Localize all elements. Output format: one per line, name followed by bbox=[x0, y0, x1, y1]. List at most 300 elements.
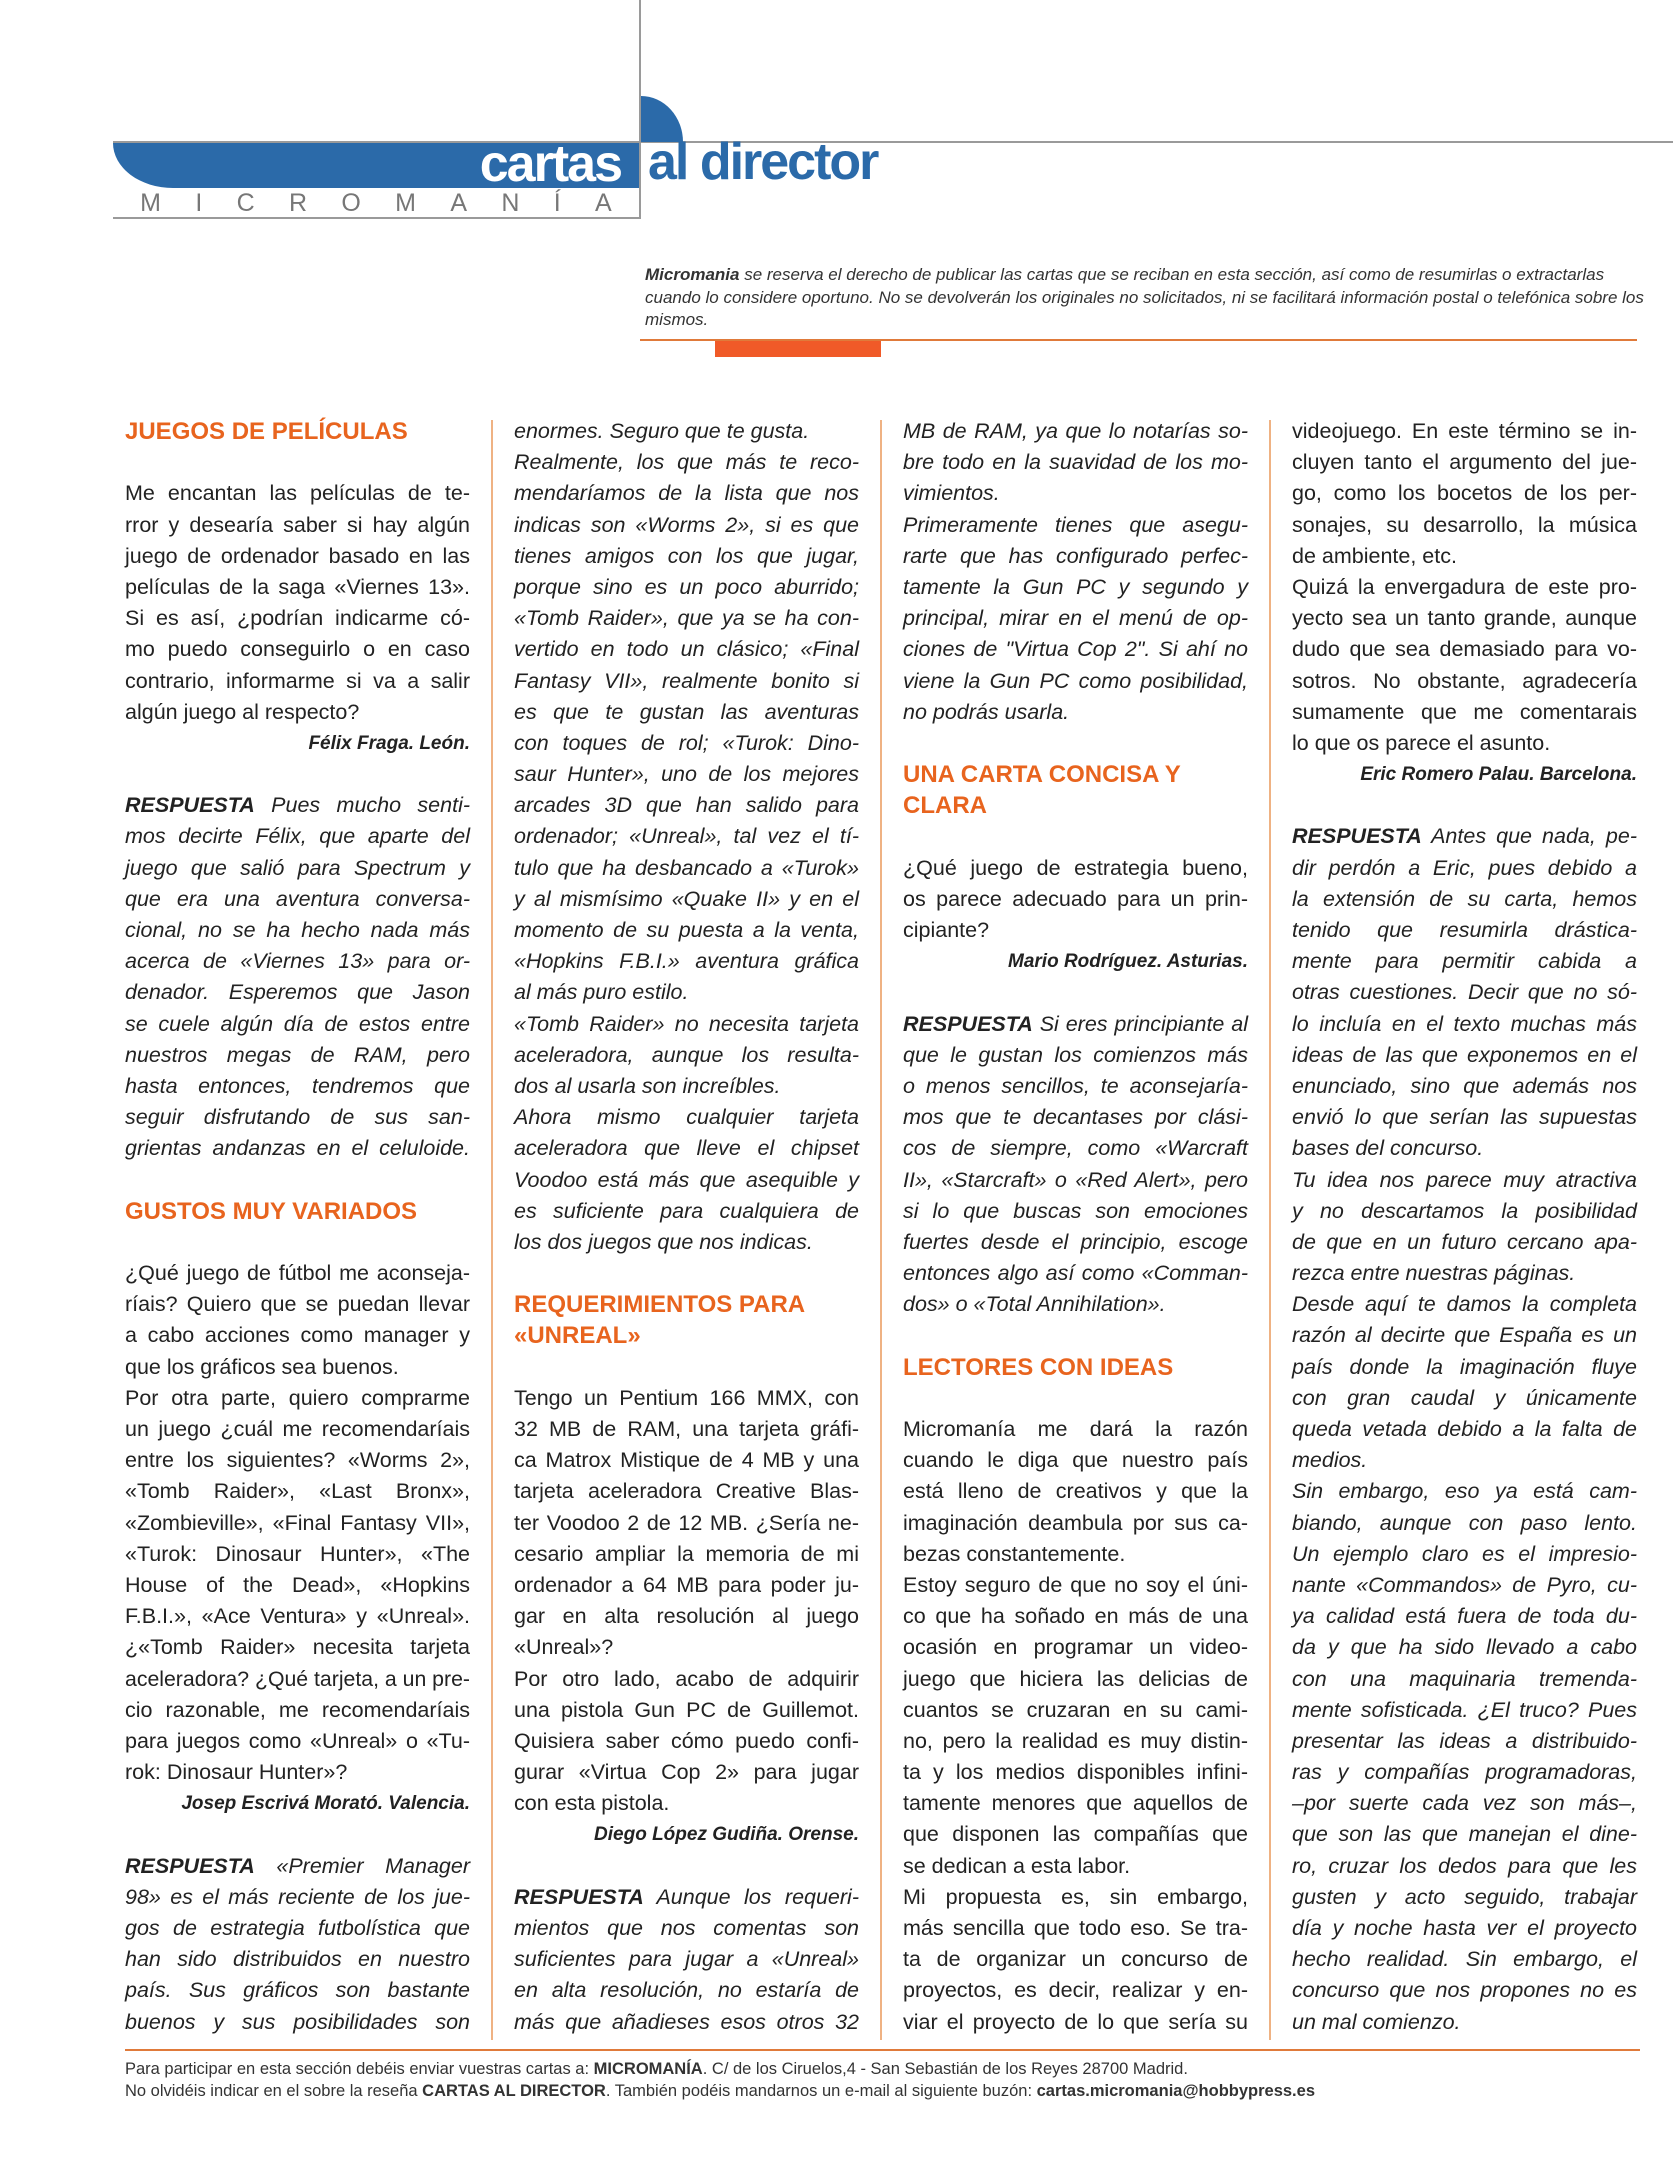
line-text: biando, aunque con paso lento. bbox=[1292, 1510, 1637, 1535]
brand-letter: N bbox=[501, 189, 520, 217]
letter-line bbox=[125, 1664, 470, 1695]
line-text: «Tomb Raider» no necesita tarjeta bbox=[514, 1011, 859, 1036]
line-text: otras cuestiones. Decir que no só- bbox=[1292, 980, 1637, 1005]
answer-line bbox=[125, 1040, 470, 1071]
brand-underline bbox=[113, 217, 641, 219]
line-text: concurso que nos propones no es bbox=[1292, 1978, 1637, 2003]
column-divider bbox=[491, 420, 493, 2040]
letter-line bbox=[125, 1289, 470, 1320]
line-text: Micromanía me dará la razón bbox=[903, 1417, 1248, 1441]
answer-line bbox=[1292, 821, 1637, 852]
line-text: contrario, informarme si va a salir bbox=[125, 668, 470, 693]
line-text: tamente la Gun PC y segundo y bbox=[903, 574, 1248, 599]
letter-line bbox=[125, 1320, 470, 1351]
answer-line bbox=[514, 977, 859, 1008]
line-text: Desde aquí te damos la completa bbox=[1292, 1292, 1637, 1317]
line-text: JUEGOS DE PELÍCULAS bbox=[125, 418, 408, 445]
line-text: rarte que has configurado perfec- bbox=[903, 543, 1248, 568]
line-text: ta de organizar un concurso de bbox=[903, 1947, 1248, 1972]
letter-line bbox=[1292, 666, 1637, 697]
letter-line bbox=[514, 1570, 859, 1601]
blank-line bbox=[903, 728, 1248, 759]
line-text: dos» o «Total Annihilation». bbox=[903, 1292, 1166, 1317]
answer-line bbox=[514, 447, 859, 478]
answer-line bbox=[1292, 1726, 1637, 1757]
answer-line bbox=[903, 572, 1248, 603]
disclaimer-brand: Micromania bbox=[645, 265, 740, 284]
line-text: Si es así, ¿podrían indicarme có- bbox=[125, 606, 470, 631]
line-text: co que ha soñado en más de una bbox=[903, 1604, 1248, 1629]
line-text: tarjeta aceleradora Creative Blas- bbox=[514, 1479, 859, 1504]
footer-line-1 bbox=[125, 2058, 1645, 2080]
blank-line bbox=[903, 1320, 1248, 1351]
letter-line bbox=[1292, 447, 1637, 478]
answer-line bbox=[125, 884, 470, 915]
answer-line bbox=[903, 1196, 1248, 1227]
line-text: suficientes para jugar a «Unreal» bbox=[514, 1947, 859, 1972]
answer-line bbox=[1292, 915, 1637, 946]
line-text: Fantasy VII», realmente bonito si bbox=[514, 668, 859, 693]
answer-line bbox=[1292, 1040, 1637, 1071]
answer-label: RESPUESTA bbox=[514, 1884, 644, 1909]
answer-line bbox=[903, 510, 1248, 541]
line-text: mientos que nos comentas son bbox=[514, 1916, 859, 1940]
line-text: razón al decirte que España es un bbox=[1292, 1323, 1637, 1348]
letter-line bbox=[1292, 510, 1637, 541]
letter-line bbox=[125, 1632, 470, 1663]
answer-line bbox=[1292, 1539, 1637, 1570]
line-text: os parece adecuado para un prin- bbox=[903, 886, 1248, 911]
line-text: que los gráficos sea buenos. bbox=[125, 1354, 399, 1379]
line-text: gos de estrategia futbolística que bbox=[125, 1916, 470, 1940]
line-text: Félix Fraga. León. bbox=[308, 732, 470, 754]
letter-line bbox=[514, 1445, 859, 1476]
line-text: cipiante? bbox=[903, 918, 990, 942]
line-text: –por suerte cada vez son más–, bbox=[1292, 1791, 1637, 1816]
line-text: nuestros megas de RAM, pero bbox=[125, 1042, 470, 1067]
line-text: «Zombieville», «Final Fantasy VII», bbox=[125, 1510, 470, 1535]
line-text: tenido que resumirla drástica- bbox=[1292, 918, 1637, 942]
line-text: Tengo un Pentium 166 MMX, con bbox=[514, 1385, 859, 1410]
answer-line bbox=[903, 1102, 1248, 1133]
line-text: presentar las ideas a distribuido- bbox=[1292, 1728, 1637, 1753]
line-text: Eric Romero Palau. Barcelona. bbox=[1360, 764, 1637, 786]
letter-line bbox=[514, 1508, 859, 1539]
letter-line bbox=[514, 1476, 859, 1507]
answer-line bbox=[514, 884, 859, 915]
line-text: dir perdón a Eric, pues debido a bbox=[1292, 855, 1637, 880]
answer-line bbox=[1292, 1071, 1637, 1102]
line-text: Josep Escrivá Morató. Valencia. bbox=[181, 1793, 470, 1815]
letter-line bbox=[1292, 603, 1637, 634]
line-text: vertido en todo un clásico; «Final bbox=[514, 637, 859, 662]
letter-line bbox=[125, 1570, 470, 1601]
line-text: día y noche hasta ver el proyecto bbox=[1292, 1916, 1637, 1940]
letter-line bbox=[903, 1414, 1248, 1445]
answer-line bbox=[1292, 1445, 1637, 1476]
line-text: ca Matrox Mistique de 4 MB y una bbox=[514, 1448, 859, 1473]
line-text: ¿Qué juego de estrategia bueno, bbox=[903, 855, 1248, 880]
brand-letter: Í bbox=[553, 189, 561, 217]
answer-label: RESPUESTA bbox=[125, 793, 255, 818]
line-text: dudo que sea demasiado para vo- bbox=[1292, 637, 1637, 662]
answer-line bbox=[1292, 1009, 1637, 1040]
answer-line bbox=[903, 603, 1248, 634]
brand-letter: C bbox=[236, 189, 255, 217]
line-text: hecho realidad. Sin embargo, el bbox=[1292, 1947, 1637, 1972]
line-text: «Turok: Dinosaur Hunter», «The bbox=[125, 1541, 470, 1566]
line-text: que son las que manejan el dine- bbox=[1292, 1822, 1637, 1847]
disclaimer-text: se reserva el derecho de publicar las cartas que se reciban en esta sección, así como de resumirlas o extractarlas cuando lo considere oportuno. No se devolverán los originales no solicitados, ni se facilitará información postal o telefónica sobre los mismos. bbox=[645, 265, 1644, 329]
line-text: «Tomb Raider», que ya se ha con- bbox=[514, 606, 859, 631]
letter-line bbox=[903, 1726, 1248, 1757]
line-text: imaginación deambula por sus ca- bbox=[903, 1510, 1248, 1535]
blank-line bbox=[125, 1165, 470, 1196]
answer-line bbox=[125, 1133, 470, 1164]
line-text: gusten y acto seguido, trabajar bbox=[1292, 1884, 1637, 1909]
letter-line bbox=[514, 1383, 859, 1414]
letter-line bbox=[903, 1975, 1248, 2006]
line-text: Mi propuesta es, sin embargo, bbox=[903, 1884, 1248, 1909]
answer-line bbox=[125, 1944, 470, 1975]
letter-line bbox=[514, 1664, 859, 1695]
line-text: mente sofisticada. ¿El truco? Pues bbox=[1292, 1697, 1637, 1722]
letter-signature bbox=[125, 1788, 470, 1819]
line-text: GUSTOS MUY VARIADOS bbox=[125, 1197, 418, 1225]
line-text: acerca de «Viernes 13» para or- bbox=[125, 949, 470, 974]
line-text: viene la Gun PC como posibilidad, bbox=[903, 668, 1248, 693]
answer-line bbox=[514, 915, 859, 946]
letter-line bbox=[903, 1539, 1248, 1570]
letter-line bbox=[903, 1632, 1248, 1663]
answer-line bbox=[514, 1975, 859, 2006]
line-text: fuertes desde el principio, escoge bbox=[903, 1229, 1248, 1254]
answer-line bbox=[1292, 1601, 1637, 1632]
line-text: más que añadieses esos otros 32 bbox=[514, 2009, 859, 2034]
answer-line bbox=[1292, 1196, 1637, 1227]
line-text: saur Hunter», uno de los mejores bbox=[514, 762, 859, 787]
footer-email-link[interactable]: cartas.micromania@hobbypress.es bbox=[1036, 2082, 1315, 2100]
letter-line bbox=[903, 1445, 1248, 1476]
letter-line bbox=[1292, 416, 1637, 447]
line-text: porque sino es un poco aburrido; bbox=[514, 574, 859, 599]
answer-label: RESPUESTA bbox=[903, 1011, 1033, 1036]
line-text: ras y compañías programadoras, bbox=[1292, 1760, 1637, 1785]
line-text: viar el proyecto de lo que sería su bbox=[903, 2009, 1248, 2034]
brand-letter: A bbox=[595, 189, 612, 217]
answer-line bbox=[514, 603, 859, 634]
answer-line bbox=[903, 1258, 1248, 1289]
line-text: mendaríamos de la lista que nos bbox=[514, 481, 859, 506]
line-text: envió lo que serían las supuestas bbox=[1292, 1105, 1637, 1130]
magazine-brand bbox=[113, 190, 639, 217]
line-text: denador. Esperemos que Jason bbox=[125, 980, 470, 1005]
answer-line bbox=[514, 1227, 859, 1258]
line-text: dos al usarla son increíbles. bbox=[514, 1073, 781, 1098]
line-text: entre los siguientes? «Worms 2», bbox=[125, 1448, 470, 1473]
answer-line bbox=[903, 447, 1248, 478]
line-text: Sin embargo, eso ya está cam- bbox=[1292, 1479, 1637, 1504]
line-text: con esta pistola. bbox=[514, 1791, 670, 1816]
answer-line bbox=[514, 728, 859, 759]
answer-line bbox=[514, 1133, 859, 1164]
line-text: cos de siempre, como «Warcraft bbox=[903, 1136, 1248, 1161]
line-text: II», «Starcraft» o «Red Alert», pero bbox=[903, 1167, 1248, 1192]
answer-line bbox=[125, 1009, 470, 1040]
line-text: RESPUESTA Aunque los requeri- bbox=[514, 1884, 859, 1909]
blank-line bbox=[125, 1227, 470, 1258]
letter-line bbox=[125, 1757, 470, 1788]
line-text: y al mismísimo «Quake II» y en el bbox=[514, 886, 859, 911]
line-text: 98» es el más reciente de los jue- bbox=[125, 1884, 470, 1909]
answer-line bbox=[1292, 1508, 1637, 1539]
letter-line bbox=[903, 1508, 1248, 1539]
brand-letter: I bbox=[195, 189, 203, 217]
line-text: LECTORES CON IDEAS bbox=[903, 1353, 1174, 1381]
line-text: F.B.I.», «Ace Ventura» y «Unreal». bbox=[125, 1604, 470, 1629]
line-text: juego de ordenador basado en las bbox=[125, 543, 470, 568]
line-text: ta y los medios disponibles infini- bbox=[903, 1760, 1248, 1785]
line-text: videojuego. En este término se in- bbox=[1292, 419, 1637, 443]
line-text: RESPUESTA Antes que nada, pe- bbox=[1292, 824, 1637, 849]
answer-line bbox=[1292, 1383, 1637, 1414]
line-text: Diego López Gudiña. Orense. bbox=[594, 1824, 859, 1846]
footer-text: Para participar en esta sección debéis enviar vuestras cartas a: bbox=[125, 2060, 594, 2078]
letter-line bbox=[903, 1913, 1248, 1944]
answer-line bbox=[903, 478, 1248, 509]
brand-letter: M bbox=[395, 189, 416, 217]
line-text: ro, cruzar los dedos para que les bbox=[1292, 1853, 1637, 1878]
line-text: es que te gustan las aventuras bbox=[514, 699, 859, 724]
letter-line bbox=[125, 1258, 470, 1289]
column-1 bbox=[125, 416, 470, 2038]
line-text: ordenador a 64 MB para poder ju- bbox=[514, 1572, 859, 1597]
brand-letter: R bbox=[288, 189, 308, 217]
line-text: país donde la imaginación fluye bbox=[1292, 1354, 1637, 1379]
line-text: vimientos. bbox=[903, 481, 1000, 506]
line-text: proyectos, es decir, realizar y en- bbox=[903, 1978, 1248, 2003]
line-text: queda vetada debido a la falta de bbox=[1292, 1417, 1637, 1441]
brand-letter: M bbox=[140, 189, 161, 217]
section-title-al-director: al director bbox=[648, 133, 878, 191]
line-text: ¿Qué juego de fútbol me aconseja- bbox=[125, 1261, 470, 1286]
answer-line bbox=[903, 666, 1248, 697]
line-text: medios. bbox=[1292, 1448, 1368, 1473]
answer-line bbox=[125, 915, 470, 946]
line-text: mente para permitir cabida a bbox=[1292, 949, 1637, 974]
line-text: mos que te decantases por clási- bbox=[903, 1105, 1248, 1130]
answer-line bbox=[125, 946, 470, 977]
line-text: Realmente, los que más te reco- bbox=[514, 450, 859, 475]
line-text: 32 MB de RAM, una tarjeta gráfi- bbox=[514, 1417, 859, 1441]
answer-line bbox=[125, 1102, 470, 1133]
answer-line bbox=[1292, 1320, 1637, 1351]
letter-signature bbox=[903, 946, 1248, 977]
line-text: buenos y sus posibilidades son bbox=[125, 2009, 470, 2034]
letter-line bbox=[125, 478, 470, 509]
line-text: juego que salió para Spectrum y bbox=[125, 855, 470, 880]
line-text: tienes amigos con los que jugar, bbox=[514, 543, 859, 568]
line-text: se cuele algún día de estos entre bbox=[125, 1011, 470, 1036]
answer-line bbox=[125, 1071, 470, 1102]
line-text: con toques de rol; «Turok: Dino- bbox=[514, 730, 859, 755]
answer-line bbox=[1292, 1913, 1637, 1944]
line-text: al más puro estilo. bbox=[514, 980, 689, 1005]
letter-line bbox=[903, 1664, 1248, 1695]
blank-line bbox=[125, 1819, 470, 1850]
letter-line bbox=[903, 884, 1248, 915]
answer-line bbox=[125, 821, 470, 852]
answer-line bbox=[514, 510, 859, 541]
answer-line bbox=[1292, 946, 1637, 977]
answer-line bbox=[514, 1196, 859, 1227]
line-text: MB de RAM, ya que lo notarías so- bbox=[903, 419, 1248, 443]
line-text: entonces algo así como «Comman- bbox=[903, 1261, 1248, 1286]
line-text: un juego ¿cuál me recomendaríais bbox=[125, 1417, 470, 1441]
line-text: tamente menores que aquellos de bbox=[903, 1791, 1248, 1816]
blank-line bbox=[903, 1383, 1248, 1414]
line-text: gurar «Virtua Cop 2» para jugar bbox=[514, 1760, 859, 1785]
letter-line bbox=[1292, 728, 1637, 759]
blank-line bbox=[514, 1851, 859, 1882]
answer-line bbox=[514, 2007, 859, 2038]
answer-line bbox=[1292, 1882, 1637, 1913]
answer-line bbox=[514, 541, 859, 572]
answer-line bbox=[125, 790, 470, 821]
line-text: rror y desearía saber si hay algún bbox=[125, 512, 470, 537]
line-text: lo que os parece el asunto. bbox=[1292, 730, 1551, 755]
line-text: Voodoo está más que asequible y bbox=[514, 1167, 859, 1192]
answer-line bbox=[903, 416, 1248, 447]
line-text: CLARA bbox=[903, 792, 987, 820]
line-text: sumamente que me comentarais bbox=[1292, 699, 1637, 724]
letter-line bbox=[514, 1539, 859, 1570]
letter-line bbox=[125, 541, 470, 572]
footer-section-name: CARTAS AL DIRECTOR bbox=[422, 2082, 606, 2100]
answer-line bbox=[1292, 1788, 1637, 1819]
blank-line bbox=[514, 1258, 859, 1289]
answer-line bbox=[125, 1975, 470, 2006]
line-text: de que en un futuro cercano apa- bbox=[1292, 1229, 1637, 1254]
answer-line bbox=[1292, 1352, 1637, 1383]
line-text: tulo que ha desbancado a «Turok» bbox=[514, 855, 859, 880]
letter-line bbox=[125, 510, 470, 541]
line-text: REQUERIMIENTOS PARA bbox=[514, 1291, 806, 1319]
line-text: los dos juegos que nos indicas. bbox=[514, 1229, 813, 1254]
line-text: hasta entonces, tendremos que bbox=[125, 1073, 470, 1098]
line-text: películas de la saga «Viernes 13». bbox=[125, 574, 470, 599]
answer-line bbox=[514, 1009, 859, 1040]
line-text: aceleradora que lleve el chipset bbox=[514, 1136, 859, 1161]
line-text: ríais? Quiero que se puedan llevar bbox=[125, 1292, 470, 1317]
answer-line bbox=[514, 1071, 859, 1102]
answer-line bbox=[514, 1944, 859, 1975]
answer-line bbox=[514, 1040, 859, 1071]
column-2 bbox=[514, 416, 859, 2038]
brand-letter: O bbox=[341, 189, 361, 217]
answer-line bbox=[1292, 1102, 1637, 1133]
line-text: House of the Dead», «Hopkins bbox=[125, 1572, 470, 1597]
line-text: ocasión en programar un video- bbox=[903, 1635, 1248, 1660]
brand-letter: A bbox=[450, 189, 467, 217]
answer-line bbox=[514, 478, 859, 509]
answer-line bbox=[125, 1851, 470, 1882]
line-text: Tu idea nos parece muy atractiva bbox=[1292, 1167, 1637, 1192]
blank-line bbox=[514, 1352, 859, 1383]
letter-line bbox=[903, 1601, 1248, 1632]
letter-line bbox=[1292, 572, 1637, 603]
line-text: se dedican a esta labor. bbox=[903, 1853, 1131, 1878]
line-text: con gran caudal y únicamente bbox=[1292, 1385, 1637, 1410]
line-text: o menos sencillos, te aconsejaría- bbox=[903, 1073, 1248, 1098]
answer-line bbox=[514, 697, 859, 728]
letter-signature bbox=[514, 1819, 859, 1850]
line-text: arcades 3D que han salido para bbox=[514, 793, 859, 818]
line-text: Por otro lado, acabo de adquirir bbox=[514, 1666, 859, 1691]
answer-line bbox=[1292, 1695, 1637, 1726]
section-heading bbox=[903, 790, 1248, 821]
answer-line bbox=[514, 1882, 859, 1913]
column-4 bbox=[1292, 416, 1637, 2038]
column-divider bbox=[880, 420, 882, 2040]
line-text: está lleno de creativos y que la bbox=[903, 1479, 1248, 1504]
section-heading bbox=[903, 759, 1248, 790]
answer-line bbox=[1292, 1289, 1637, 1320]
answer-line bbox=[1292, 884, 1637, 915]
letter-line bbox=[125, 1476, 470, 1507]
answer-line bbox=[125, 1913, 470, 1944]
line-text: enormes. Seguro que te gusta. bbox=[514, 419, 810, 443]
answer-line bbox=[1292, 1944, 1637, 1975]
line-text: UNA CARTA CONCISA Y bbox=[903, 761, 1181, 789]
line-text: un mal comienzo. bbox=[1292, 2009, 1461, 2034]
blank-line bbox=[125, 447, 470, 478]
line-text: grientas andanzas en el celuloide. bbox=[125, 1136, 470, 1161]
line-text: ya calidad está fuera de toda du- bbox=[1292, 1604, 1637, 1629]
line-text: algún juego al respecto? bbox=[125, 699, 360, 724]
line-text: ¿«Tomb Raider» necesita tarjeta bbox=[125, 1635, 470, 1660]
section-heading bbox=[514, 1320, 859, 1351]
answer-line bbox=[514, 1913, 859, 1944]
line-text: con una maquinaria tremenda- bbox=[1292, 1666, 1637, 1691]
line-text: sotros. No obstante, agradecería bbox=[1292, 668, 1637, 693]
letter-line bbox=[125, 1352, 470, 1383]
answer-line bbox=[1292, 977, 1637, 1008]
line-text: país. Sus gráficos son bastante bbox=[125, 1978, 470, 2003]
letter-line bbox=[125, 1726, 470, 1757]
line-text: Quizá la envergadura de este pro- bbox=[1292, 574, 1637, 599]
answer-line bbox=[1292, 1975, 1637, 2006]
letter-line bbox=[514, 1632, 859, 1663]
letter-line bbox=[514, 1695, 859, 1726]
line-text: cional, no se ha hecho nada más bbox=[125, 918, 470, 942]
line-text: Estoy seguro de que no soy el úni- bbox=[903, 1572, 1248, 1597]
line-text: momento de su puesta a la venta, bbox=[514, 918, 859, 942]
line-text: a cabo acciones como manager y bbox=[125, 1323, 470, 1348]
answer-line bbox=[903, 1133, 1248, 1164]
letter-line bbox=[903, 1788, 1248, 1819]
line-text: go, como los bocetos de los per- bbox=[1292, 481, 1637, 506]
answer-line bbox=[1292, 1851, 1637, 1882]
answer-line bbox=[903, 634, 1248, 665]
line-text: rok: Dinosaur Hunter»? bbox=[125, 1760, 348, 1785]
answer-line bbox=[125, 853, 470, 884]
accent-block bbox=[715, 341, 881, 357]
answer-line bbox=[903, 1009, 1248, 1040]
line-text: rezca entre nuestras páginas. bbox=[1292, 1261, 1576, 1286]
line-text: Quisiera saber cómo puedo confi- bbox=[514, 1728, 859, 1753]
line-text: más sencilla que todo eso. Se tra- bbox=[903, 1916, 1248, 1940]
